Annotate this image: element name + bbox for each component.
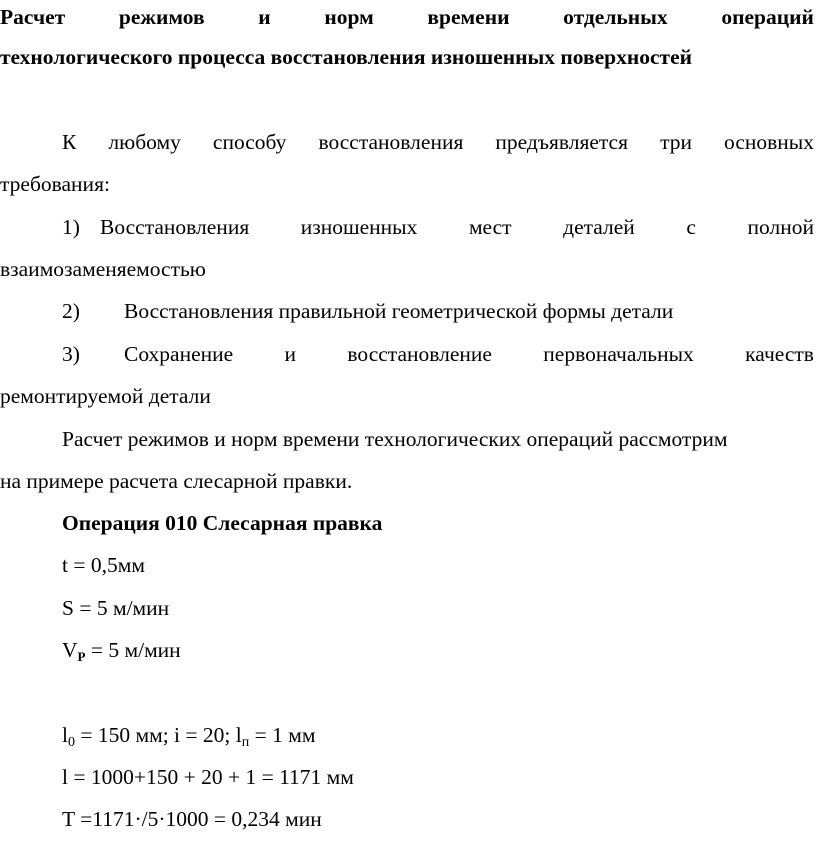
word: три — [660, 130, 692, 154]
requirement-2-text: Восстановления правильной геометрической формы детали — [124, 299, 674, 323]
word: восстановление — [347, 342, 492, 366]
word: К — [62, 130, 77, 154]
operation-heading: Операция 010 Слесарная правка — [62, 511, 383, 535]
requirement-3-line-2: ремонтируемой детали — [0, 384, 211, 408]
word: отдельных — [563, 5, 668, 29]
calc-intro-line-2: на примере расчета слесарной правки. — [0, 469, 353, 493]
requirement-3 — [62, 339, 814, 369]
word: изношенных — [300, 215, 418, 239]
word: деталей — [563, 215, 635, 239]
requirement-1-line-1 — [100, 212, 814, 242]
word: качеств — [745, 342, 814, 366]
word: основных — [724, 130, 814, 154]
l0-symbol: l — [62, 723, 68, 747]
word: Сохранение — [124, 342, 234, 366]
word: восстановления — [318, 130, 464, 154]
word: любому — [108, 130, 181, 154]
word: мест — [468, 215, 512, 239]
requirement-1-line-2: взаимозаменяемостью — [0, 257, 206, 281]
intro-line-2: требования: — [0, 172, 110, 196]
formula-t: T =1171·/5·1000 = 0,234 мин — [62, 807, 322, 831]
requirement-2 — [62, 296, 814, 326]
intro-line-1 — [62, 127, 814, 157]
param-t: t = 0,5мм — [62, 553, 145, 577]
ln-value: = 1 мм — [249, 723, 316, 747]
requirement-number: 3) — [62, 342, 80, 366]
word: режимов — [118, 5, 205, 29]
word: с — [686, 215, 696, 239]
word: и — [258, 5, 271, 29]
requirement-3-line-1 — [124, 339, 814, 369]
title-line-1 — [0, 2, 814, 32]
word: Расчет — [0, 5, 66, 29]
l0-values: = 150 мм; i = 20; l — [74, 723, 242, 747]
param-v — [62, 635, 814, 665]
param-lengths — [62, 720, 814, 750]
l0-subscript: 0 — [67, 735, 75, 750]
word: и — [284, 342, 297, 366]
v-subscript: P — [77, 649, 86, 664]
calc-intro-line-1: Расчет режимов и норм времени технологических операций рассмотрим — [62, 427, 728, 451]
v-symbol: V — [62, 638, 78, 662]
param-s: S = 5 м/мин — [62, 596, 170, 620]
word: норм — [324, 5, 374, 29]
formula-l: l = 1000+150 + 20 + 1 = 1171 мм — [62, 765, 354, 789]
requirement-number: 1) — [62, 215, 80, 239]
word: операций — [721, 5, 814, 29]
word: первоначальных — [543, 342, 694, 366]
requirement-1 — [62, 212, 814, 242]
title-line-2: технологического процесса восстановления изношенных поверхностей — [0, 45, 693, 69]
ln-subscript: п — [241, 735, 250, 750]
word: полной — [747, 215, 814, 239]
requirement-number: 2) — [62, 299, 80, 323]
word: предъявляется — [495, 130, 628, 154]
word: Восстановления — [100, 215, 250, 239]
word: способу — [212, 130, 287, 154]
v-value: = 5 м/мин — [85, 638, 181, 662]
word: времени — [427, 5, 510, 29]
